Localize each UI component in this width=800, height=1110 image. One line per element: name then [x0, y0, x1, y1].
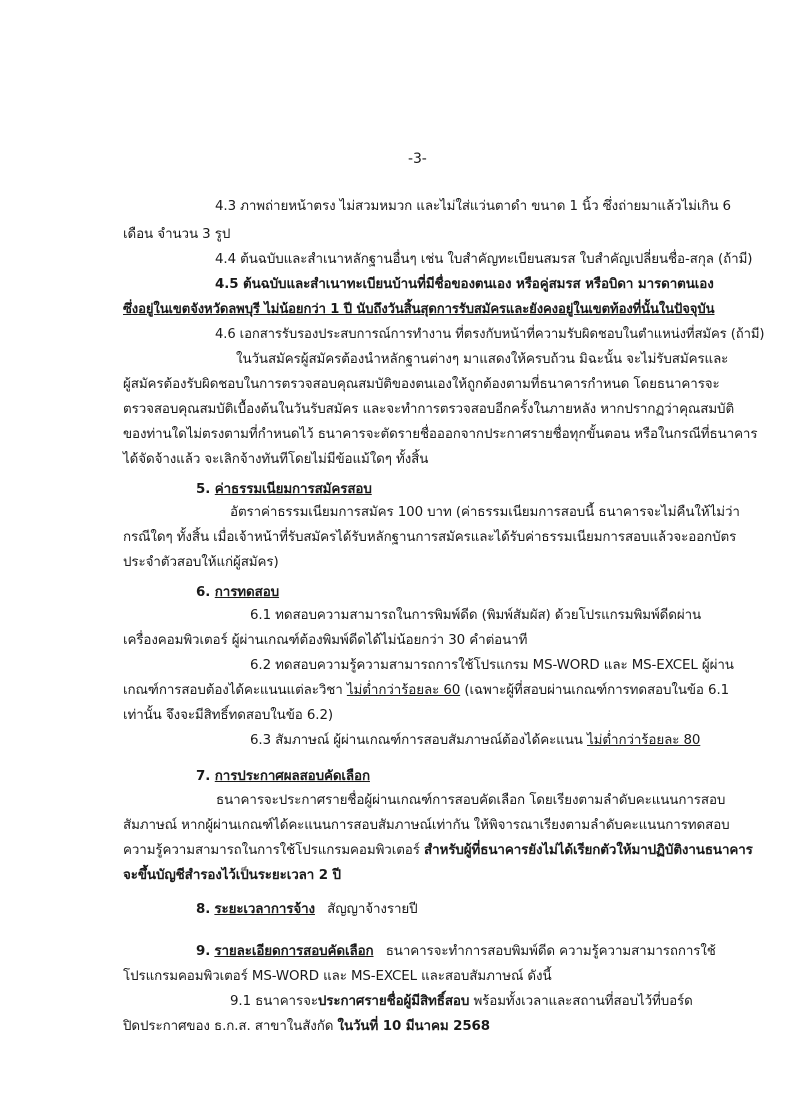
note-line-3: ตรวจสอบคุณสมบัติเบื้องต้นในวันรับสมัคร และจะทำการตรวจสอบอีกครั้งในภายหลัง หากปรากฏว่าคุณสมบัติ	[123, 402, 735, 417]
section-6-heading	[196, 584, 279, 602]
note-line-1: ในวันสมัครผู้สมัครต้องนำหลักฐานต่างๆ มาแสดงให้ครบถ้วน มิฉะนั้น จะไม่รับสมัครและ	[236, 352, 729, 367]
section-9-line-2: โปรแกรมคอมพิวเตอร์ MS-WORD และ MS-EXCEL และสอบสัมภาษณ์ ดังนี้	[123, 969, 552, 984]
item-6-2-line1: 6.2 ทดสอบความรู้ความสามารถการใช้โปรแกรม MS-WORD และ MS-EXCEL ผู้ผ่าน	[250, 658, 734, 673]
section-8-number: 8.	[196, 902, 211, 917]
section-7-line-2: สัมภาษณ์ หากผู้ผ่านเกณฑ์ได้คะแนนการสอบสัมภาษณ์เท่ากัน ให้พิจารณาเรียงตามลำดับคะแนนการทดสอบ	[123, 818, 730, 833]
item-4-4: 4.4 ต้นฉบับและสำเนาหลักฐานอื่นๆ เช่น ใบสำคัญทะเบียนสมรส ใบสำคัญเปลี่ยนชื่อ-สกุล (ถ้ามี)	[215, 252, 753, 267]
item-4-5-line2: ซึ่งอยู่ในเขตจังหวัดลพบุรี ไม่น้อยกว่า 1 ปี นับถึงวันสิ้นสุดการรับสมัครและยังคงอยู่ในเขตท้องที่นั้นในปัจจุบัน	[123, 302, 715, 317]
section-5-heading	[196, 481, 372, 499]
item-9-1-line2-text: ปิดประกาศของ ธ.ก.ส. สาขาในสังกัด	[123, 1019, 338, 1034]
item-6-3-text: 6.3 สัมภาษณ์ ผู้ผ่านเกณฑ์การสอบสัมภาษณ์ต้องได้คะแนน	[250, 733, 587, 748]
section-5-number: 5.	[196, 482, 211, 497]
section-7-number: 7.	[196, 769, 211, 784]
section-5-title: ค่าธรรมเนียมการสมัครสอบ	[214, 482, 372, 497]
section-8-title: ระยะเวลาการจ้าง	[214, 902, 315, 917]
item-6-2-line3: เท่านั้น จึงจะมีสิทธิ์ทดสอบในข้อ 6.2)	[123, 708, 334, 723]
note-line-4: ของท่านใดไม่ตรงตามที่กำหนดไว้ ธนาคารจะตัดรายชื่อออกจากประกาศรายชื่อทุกขั้นตอน หรือในกรณีที่ธนาคาร	[123, 427, 758, 442]
item-6-3-threshold: ไม่ต่ำกว่าร้อยละ 80	[586, 733, 701, 748]
section-7-title: การประกาศผลสอบคัดเลือก	[214, 769, 370, 784]
section-7-line-3-bold: สำหรับผู้ที่ธนาคารยังไม่ได้เรียกตัวให้มาปฏิบัติงานธนาคาร	[424, 843, 753, 858]
section-7-line-4: จะขึ้นบัญชีสำรองไว้เป็นระยะเวลา 2 ปี	[123, 868, 341, 883]
section-9-line-1: ธนาคารจะทำการสอบพิมพ์ดีด ความรู้ความสามารถการใช้	[385, 944, 716, 959]
section-8-text: สัญญาจ้างรายปี	[327, 902, 418, 917]
section-7-line-3	[123, 842, 753, 860]
item-4-6: 4.6 เอกสารรับรองประสบการณ์การทำงาน ที่ตรงกับหน้าที่ความรับผิดชอบในตำแหน่งที่สมัคร (ถ้ามี)	[215, 327, 765, 342]
item-4-3-line1: 4.3 ภาพถ่ายหน้าตรง ไม่สวมหมวก และไม่ใส่แว่นตาดำ ขนาด 1 นิ้ว ซึ่งถ่ายมาแล้วไม่เกิน 6	[215, 199, 731, 214]
item-6-2-line2	[123, 682, 729, 700]
section-9-title: รายละเอียดการสอบคัดเลือก	[214, 944, 374, 959]
item-6-2-threshold: ไม่ต่ำกว่าร้อยละ 60	[346, 683, 461, 698]
item-9-1-bold: ประกาศรายชื่อผู้มีสิทธิ์สอบ	[317, 994, 470, 1009]
item-9-1-text: 9.1 ธนาคารจะ	[230, 994, 318, 1009]
item-6-2-text: เกณฑ์การสอบต้องได้คะแนนแต่ละวิชา	[123, 683, 347, 698]
item-6-2-condition: (เฉพาะผู้ที่สอบผ่านเกณฑ์การทดสอบในข้อ 6.1	[460, 683, 730, 698]
section-6-title: การทดสอบ	[214, 585, 280, 600]
note-line-5: ได้จัดจ้างแล้ว จะเลิกจ้างทันทีโดยไม่มีข้อแม้ใดๆ ทั้งสิ้น	[123, 452, 429, 467]
page-number: -3-	[408, 151, 427, 167]
section-7-heading	[196, 768, 370, 786]
section-9-heading	[196, 943, 716, 961]
section-5-line-1: อัตราค่าธรรมเนียมการสมัคร 100 บาท (ค่าธรรมเนียมการสอบนี้ ธนาคารจะไม่คืนให้ไม่ว่า	[230, 505, 740, 520]
section-7-line-1: ธนาคารจะประกาศรายชื่อผู้ผ่านเกณฑ์การสอบคัดเลือก โดยเรียงตามลำดับคะแนนการสอบ	[216, 793, 726, 808]
item-9-1-line2	[123, 1018, 490, 1036]
item-9-1-line1	[230, 993, 693, 1011]
item-4-3-line2: เดือน จำนวน 3 รูป	[123, 227, 231, 242]
section-7-line-3-text: ความรู้ความสามารถในการใช้โปรแกรมคอมพิวเตอร์	[123, 843, 424, 858]
note-line-2: ผู้สมัครต้องรับผิดชอบในการตรวจสอบคุณสมบัติของตนเองให้ถูกต้องตามที่ธนาคารกำหนด โดยธนาคารจะ	[123, 377, 720, 392]
section-6-number: 6.	[196, 585, 211, 600]
item-9-1-date: ในวันที่ 10 มีนาคม 2568	[337, 1019, 490, 1034]
item-9-1-rest: พร้อมทั้งเวลาและสถานที่สอบไว้ที่บอร์ด	[469, 994, 693, 1009]
section-8-heading	[196, 901, 418, 919]
section-5-line-2: กรณีใดๆ ทั้งสิ้น เมื่อเจ้าหน้าที่รับสมัครได้รับหลักฐานการสมัครและได้รับค่าธรรมเนียมการสอบแล้วจะออกบัตร	[123, 530, 737, 545]
item-6-1-line2: เครื่องคอมพิวเตอร์ ผู้ผ่านเกณฑ์ต้องพิมพ์ดีดได้ไม่น้อยกว่า 30 คำต่อนาที	[123, 633, 528, 648]
section-9-number: 9.	[196, 944, 211, 959]
item-6-1-line1: 6.1 ทดสอบความสามารถในการพิมพ์ดีด (พิมพ์สัมผัส) ด้วยโปรแกรมพิมพ์ดีดผ่าน	[250, 608, 702, 623]
item-6-3	[250, 732, 700, 750]
section-5-line-3: ประจำตัวสอบให้แก่ผู้สมัคร)	[123, 555, 279, 570]
item-4-5-line1: 4.5 ต้นฉบับและสำเนาทะเบียนบ้านที่มีชื่อของตนเอง หรือคู่สมรส หรือบิดา มารดาตนเอง	[215, 277, 714, 292]
